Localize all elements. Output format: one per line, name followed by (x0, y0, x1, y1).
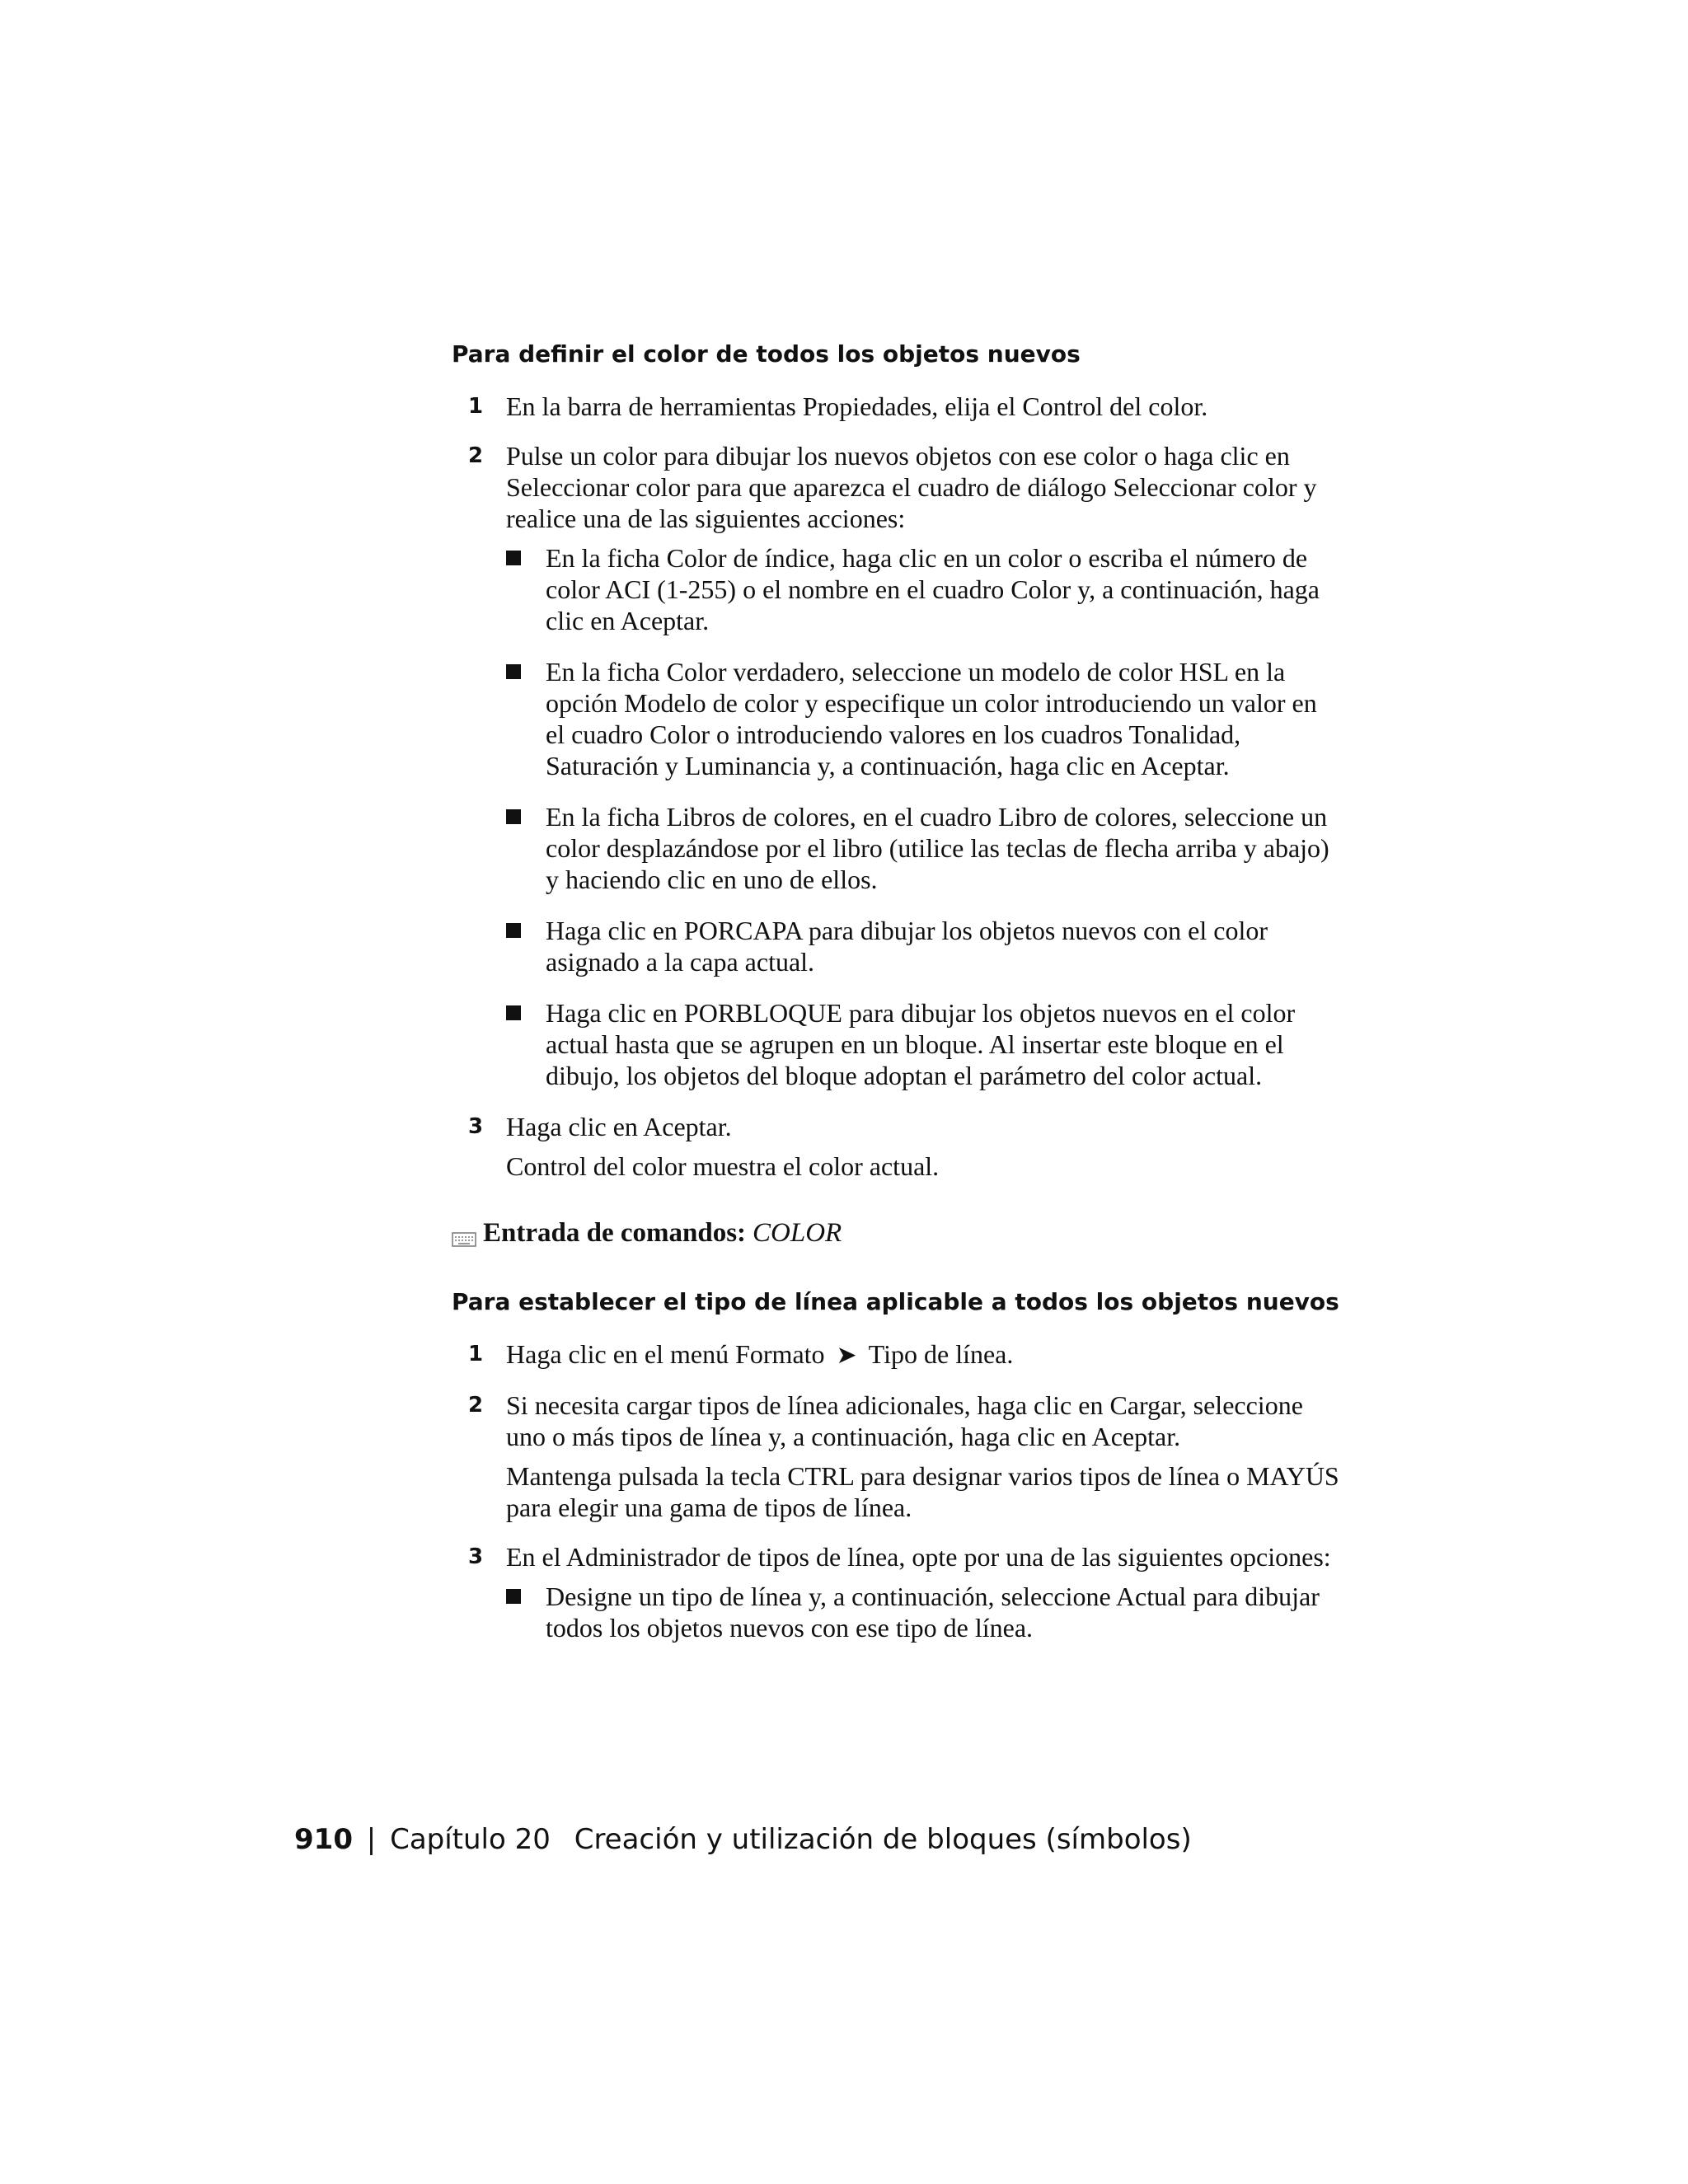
menu-path-end: Tipo de línea. (868, 1339, 1014, 1369)
step-text (506, 1338, 1342, 1371)
command-value: COLOR (753, 1218, 842, 1248)
step-number: 3 (468, 1114, 484, 1139)
bullet-text: Designe un tipo de línea y, a continuación, seleccione Actual para dibujar todos los objetos nuevos con ese tipo de línea. (546, 1582, 1320, 1643)
square-bullet-icon (506, 809, 521, 824)
step-item (452, 1338, 1342, 1371)
square-bullet-icon (506, 1005, 521, 1020)
page-number: 910 (294, 1823, 353, 1856)
steps-list-color (452, 391, 1342, 1182)
step-note: Control del color muestra el color actual. (506, 1151, 940, 1181)
procedure-title-color: Para definir el color de todos los objetos nuevos (452, 340, 1081, 368)
chapter-label: Capítulo 20 (390, 1823, 551, 1856)
bullet-text: En la ficha Color de índice, haga clic en un color o escriba el número de color ACI (1-255) o el nombre en el cuadro Color y, a continuación, haga clic en Aceptar. (546, 543, 1320, 635)
bullet-item (506, 656, 1342, 781)
step-note: Mantenga pulsada la tecla CTRL para designar varios tipos de línea o MAYÚS para elegir una gama de tipos de línea. (506, 1461, 1339, 1522)
step-item (452, 440, 1342, 1091)
page-footer (294, 1821, 1192, 1858)
bullet-item (506, 1581, 1342, 1643)
bullet-item (506, 542, 1342, 636)
bullet-text: Haga clic en PORBLOQUE para dibujar los objetos nuevos en el color actual hasta que se agrupen en un bloque. Al insertar este bloque en el dibujo, los objetos del bloque adoptan el parámetro del color actual. (546, 998, 1296, 1090)
arrow-right-icon: ➤ (836, 1341, 857, 1370)
step-text: Haga clic en Aceptar. (506, 1112, 732, 1141)
footer-separator: | (366, 1823, 377, 1856)
step-text: En el Administrador de tipos de línea, opte por una de las siguientes opciones: (506, 1542, 1331, 1572)
bullet-item (506, 997, 1342, 1091)
bullet-list (506, 542, 1342, 1091)
step-item (452, 391, 1342, 422)
step-text: Si necesita cargar tipos de línea adicionales, haga clic en Cargar, seleccione uno o más tipos de línea y, a continuación, haga clic en Aceptar. (506, 1390, 1303, 1451)
step-number: 2 (468, 443, 484, 468)
square-bullet-icon (506, 664, 521, 679)
step-text: Pulse un color para dibujar los nuevos objetos con ese color o haga clic en Seleccionar color para que aparezca el cuadro de diálogo Seleccionar color y realice una de las siguientes acciones: (506, 441, 1317, 533)
square-bullet-icon (506, 551, 521, 565)
chapter-title: Creación y utilización de bloques (símbolos) (574, 1823, 1192, 1856)
step-item (452, 1111, 1342, 1182)
step-number: 2 (468, 1393, 484, 1418)
step-text: En la barra de herramientas Propiedades, elija el Control del color. (506, 391, 1208, 421)
square-bullet-icon (506, 923, 521, 938)
keyboard-icon (452, 1224, 476, 1242)
bullet-text: En la ficha Color verdadero, seleccione un modelo de color HSL en la opción Modelo de color y especifique un color introduciendo un valor en el cuadro Color o introduciendo valores en los cuadros Tonalidad, Saturación y Luminancia y, a continuación, haga clic en Aceptar. (546, 657, 1317, 780)
square-bullet-icon (506, 1589, 521, 1604)
bullet-item (506, 801, 1342, 895)
step-number: 1 (468, 1342, 484, 1366)
command-label: Entrada de comandos: (483, 1218, 747, 1248)
steps-list-linetype (452, 1338, 1342, 1643)
page-content (452, 340, 1342, 1663)
bullet-list (506, 1581, 1342, 1643)
bullet-text: Haga clic en PORCAPA para dibujar los objetos nuevos con el color asignado a la capa actual. (546, 916, 1268, 977)
bullet-text: En la ficha Libros de colores, en el cuadro Libro de colores, seleccione un color desplazándose por el libro (utilice las teclas de flecha arriba y abajo) y haciendo clic en uno de ellos. (546, 802, 1329, 894)
command-entry (452, 1216, 1342, 1249)
menu-path-start: Haga clic en el menú Formato (506, 1339, 825, 1369)
step-number: 1 (468, 394, 484, 419)
step-item (452, 1541, 1342, 1643)
step-number: 3 (468, 1544, 484, 1569)
bullet-item (506, 915, 1342, 977)
step-item (452, 1390, 1342, 1523)
procedure-title-linetype: Para establecer el tipo de línea aplicable a todos los objetos nuevos (452, 1288, 1339, 1315)
